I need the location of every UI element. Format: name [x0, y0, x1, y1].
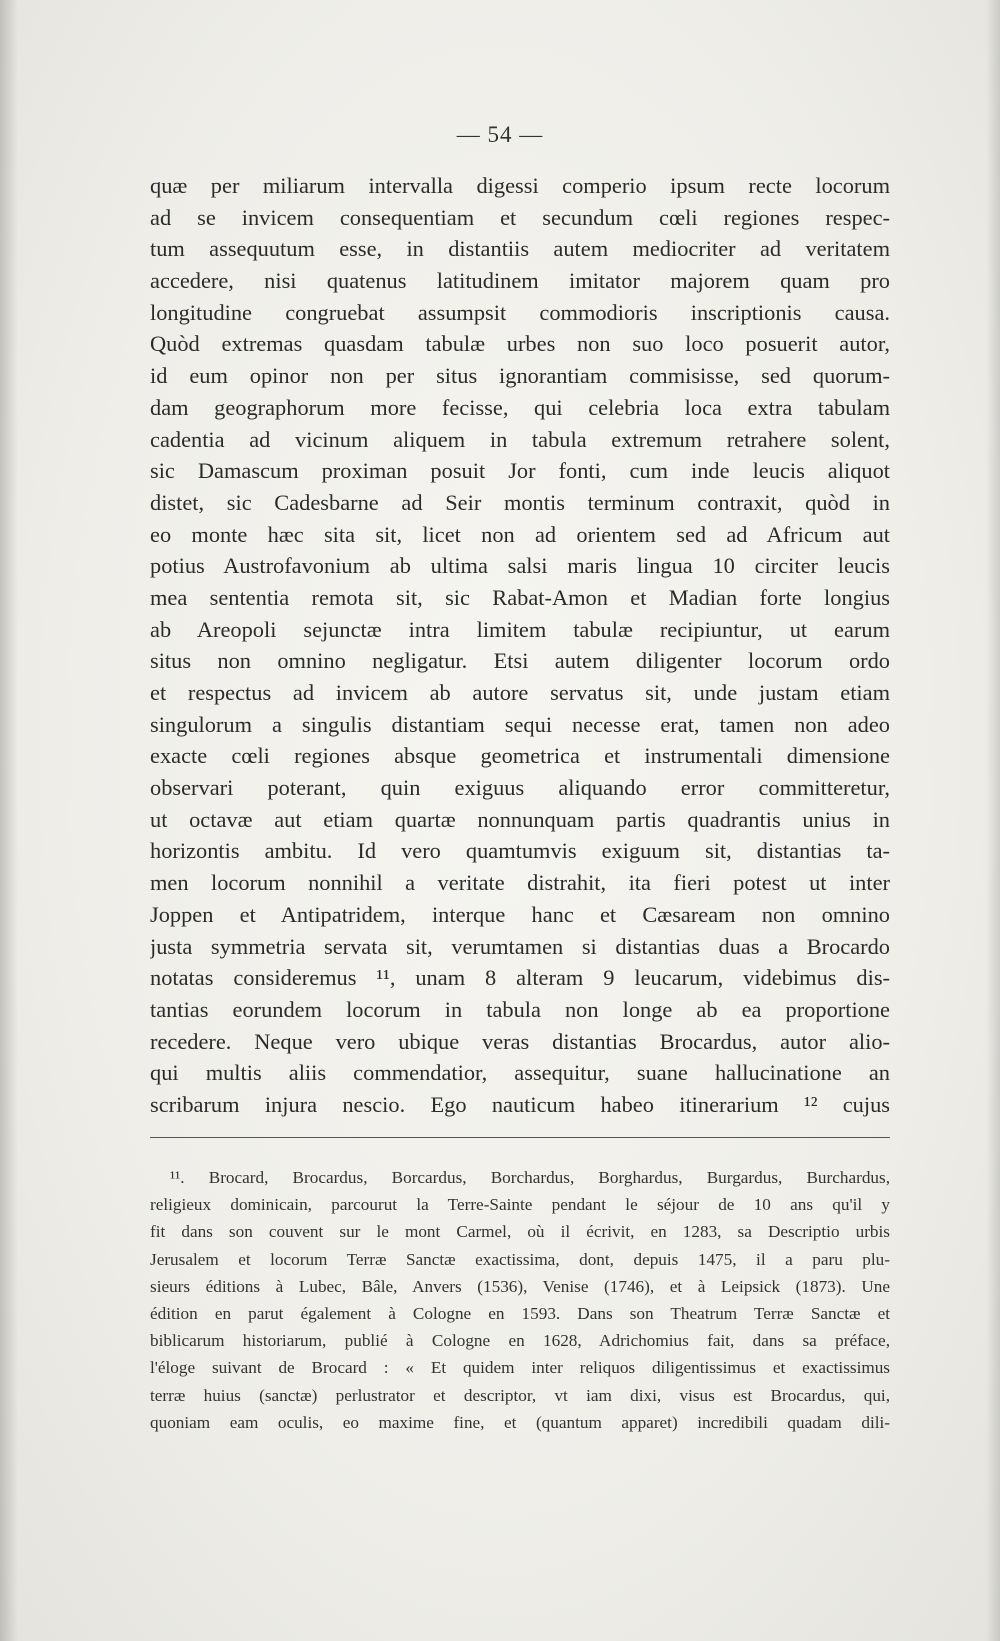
text-line: men locorum nonnihil a veritate distrahit, ita fieri potest ut inter: [150, 870, 890, 896]
footnote-line: fit dans son couvent sur le mont Carmel, où il écrivit, en 1283, sa Descriptio urbis: [150, 1222, 890, 1242]
page-edge-shadow-left: [0, 0, 18, 1641]
footnote-line: quoniam eam oculis, eo maxime fine, et (quantum apparet) incredibili quadam dili-: [150, 1412, 890, 1432]
text-line: accedere, nisi quatenus latitudinem imitator majorem quam pro: [150, 268, 890, 294]
page-edge-shadow-right: [986, 0, 1000, 1641]
footnote-line: édition en parut également à Cologne en 1593. Dans son Theatrum Terræ Sanctæ et: [150, 1303, 890, 1323]
text-line: et respectus ad invicem ab autore servatus sit, unde justam etiam: [150, 680, 890, 705]
text-line: situs non omnino negligatur. Etsi autem diligenter locorum ordo: [150, 648, 890, 674]
text-line: observari poterant, quin exiguus aliquando error committeretur,: [150, 775, 890, 801]
text-line: ut octavæ aut etiam quartæ nonnunquam partis quadrantis unius in: [150, 806, 890, 832]
footnote-separator: [150, 1137, 890, 1138]
text-line: quæ per miliarum intervalla digessi comperio ipsum recte locorum: [150, 173, 890, 198]
text-line: cadentia ad vicinum aliquem in tabula extremum retrahere solent,: [150, 426, 890, 452]
text-line: longitudine congruebat assumpsit commodioris inscriptionis causa.: [150, 299, 890, 325]
text-line: dam geographorum more fecisse, qui celebria loca extra tabulam: [150, 394, 890, 420]
text-line: mea sententia remota sit, sic Rabat-Amon et Madian forte longius: [150, 584, 890, 610]
main-text-block: [150, 170, 890, 1121]
text-line: justa symmetria servata sit, verumtamen si distantias duas a Brocardo: [150, 933, 890, 959]
footnote-line: terræ huius (sanctæ) perlustrator et descriptor, vt iam dixi, visus est Brocardus, qui,: [150, 1385, 890, 1405]
footnote-line: ¹¹. Brocard, Brocardus, Borcardus, Borchardus, Borghardus, Burgardus, Burchardus,: [170, 1168, 890, 1187]
page-number: — 54 —: [456, 122, 544, 147]
text-line: Joppen et Antipatridem, interque hanc et Cæsaream non omnino: [150, 901, 890, 927]
text-line: tum assequutum esse, in distantiis autem mediocriter ad veritatem: [150, 236, 890, 262]
footnote-line: l'éloge suivant de Brocard : « Et quidem inter reliquos diligentissimus et exactissimus: [150, 1358, 890, 1378]
footnote-line: sieurs éditions à Lubec, Bâle, Anvers (1536), Venise (1746), et à Leipsick (1873). Une: [150, 1276, 890, 1296]
text-line: scribarum injura nescio. Ego nauticum habeo itinerarium ¹² cujus: [150, 1091, 890, 1117]
text-line: notatas consideremus ¹¹, unam 8 alteram 9 leucarum, videbimus dis-: [150, 965, 890, 991]
text-line: ab Areopoli sejunctæ intra limitem tabulæ recipiuntur, ut earum: [150, 616, 890, 642]
text-line: tantias eorundem locorum in tabula non longe ab ea proportione: [150, 996, 890, 1022]
text-line: ad se invicem consequentiam et secundum cœli regiones respec-: [150, 204, 890, 230]
footnote-line: religieux dominicain, parcourut la Terre-Sainte pendant le séjour de 10 ans qu'il y: [150, 1195, 890, 1215]
text-line: recedere. Neque vero ubique veras distantias Brocardus, autor alio-: [150, 1028, 890, 1054]
text-line: horizontis ambitu. Id vero quamtumvis exiguum sit, distantias ta-: [150, 838, 890, 864]
text-line: exacte cœli regiones absque geometrica et instrumentali dimensione: [150, 743, 890, 769]
text-line: id eum opinor non per situs ignorantiam commisisse, sed quorum-: [150, 363, 890, 389]
text-line: distet, sic Cadesbarne ad Seir montis terminum contraxit, quòd in: [150, 489, 890, 515]
footnote-line: Jerusalem et locorum Terræ Sanctæ exactissima, dont, depuis 1475, il a paru plu-: [150, 1249, 890, 1269]
text-line: sic Damascum proximan posuit Jor fonti, cum inde leucis aliquot: [150, 458, 890, 484]
text-line: potius Austrofavonium ab ultima salsi maris lingua 10 circiter leucis: [150, 553, 890, 579]
text-line: qui multis aliis commendatior, assequitur, suane hallucinatione an: [150, 1060, 890, 1086]
footnote-line: biblicarum historiarum, publié à Cologne en 1628, Adrichomius fait, dans sa préface,: [150, 1331, 890, 1351]
text-line: singulorum a singulis distantiam sequi necesse erat, tamen non adeo: [150, 711, 890, 737]
footnote-block: [150, 1164, 890, 1436]
text-line: Quòd extremas quasdam tabulæ urbes non suo loco posuerit autor,: [150, 331, 890, 357]
text-line: eo monte hæc sita sit, licet non ad orientem sed ad Africum aut: [150, 521, 890, 547]
